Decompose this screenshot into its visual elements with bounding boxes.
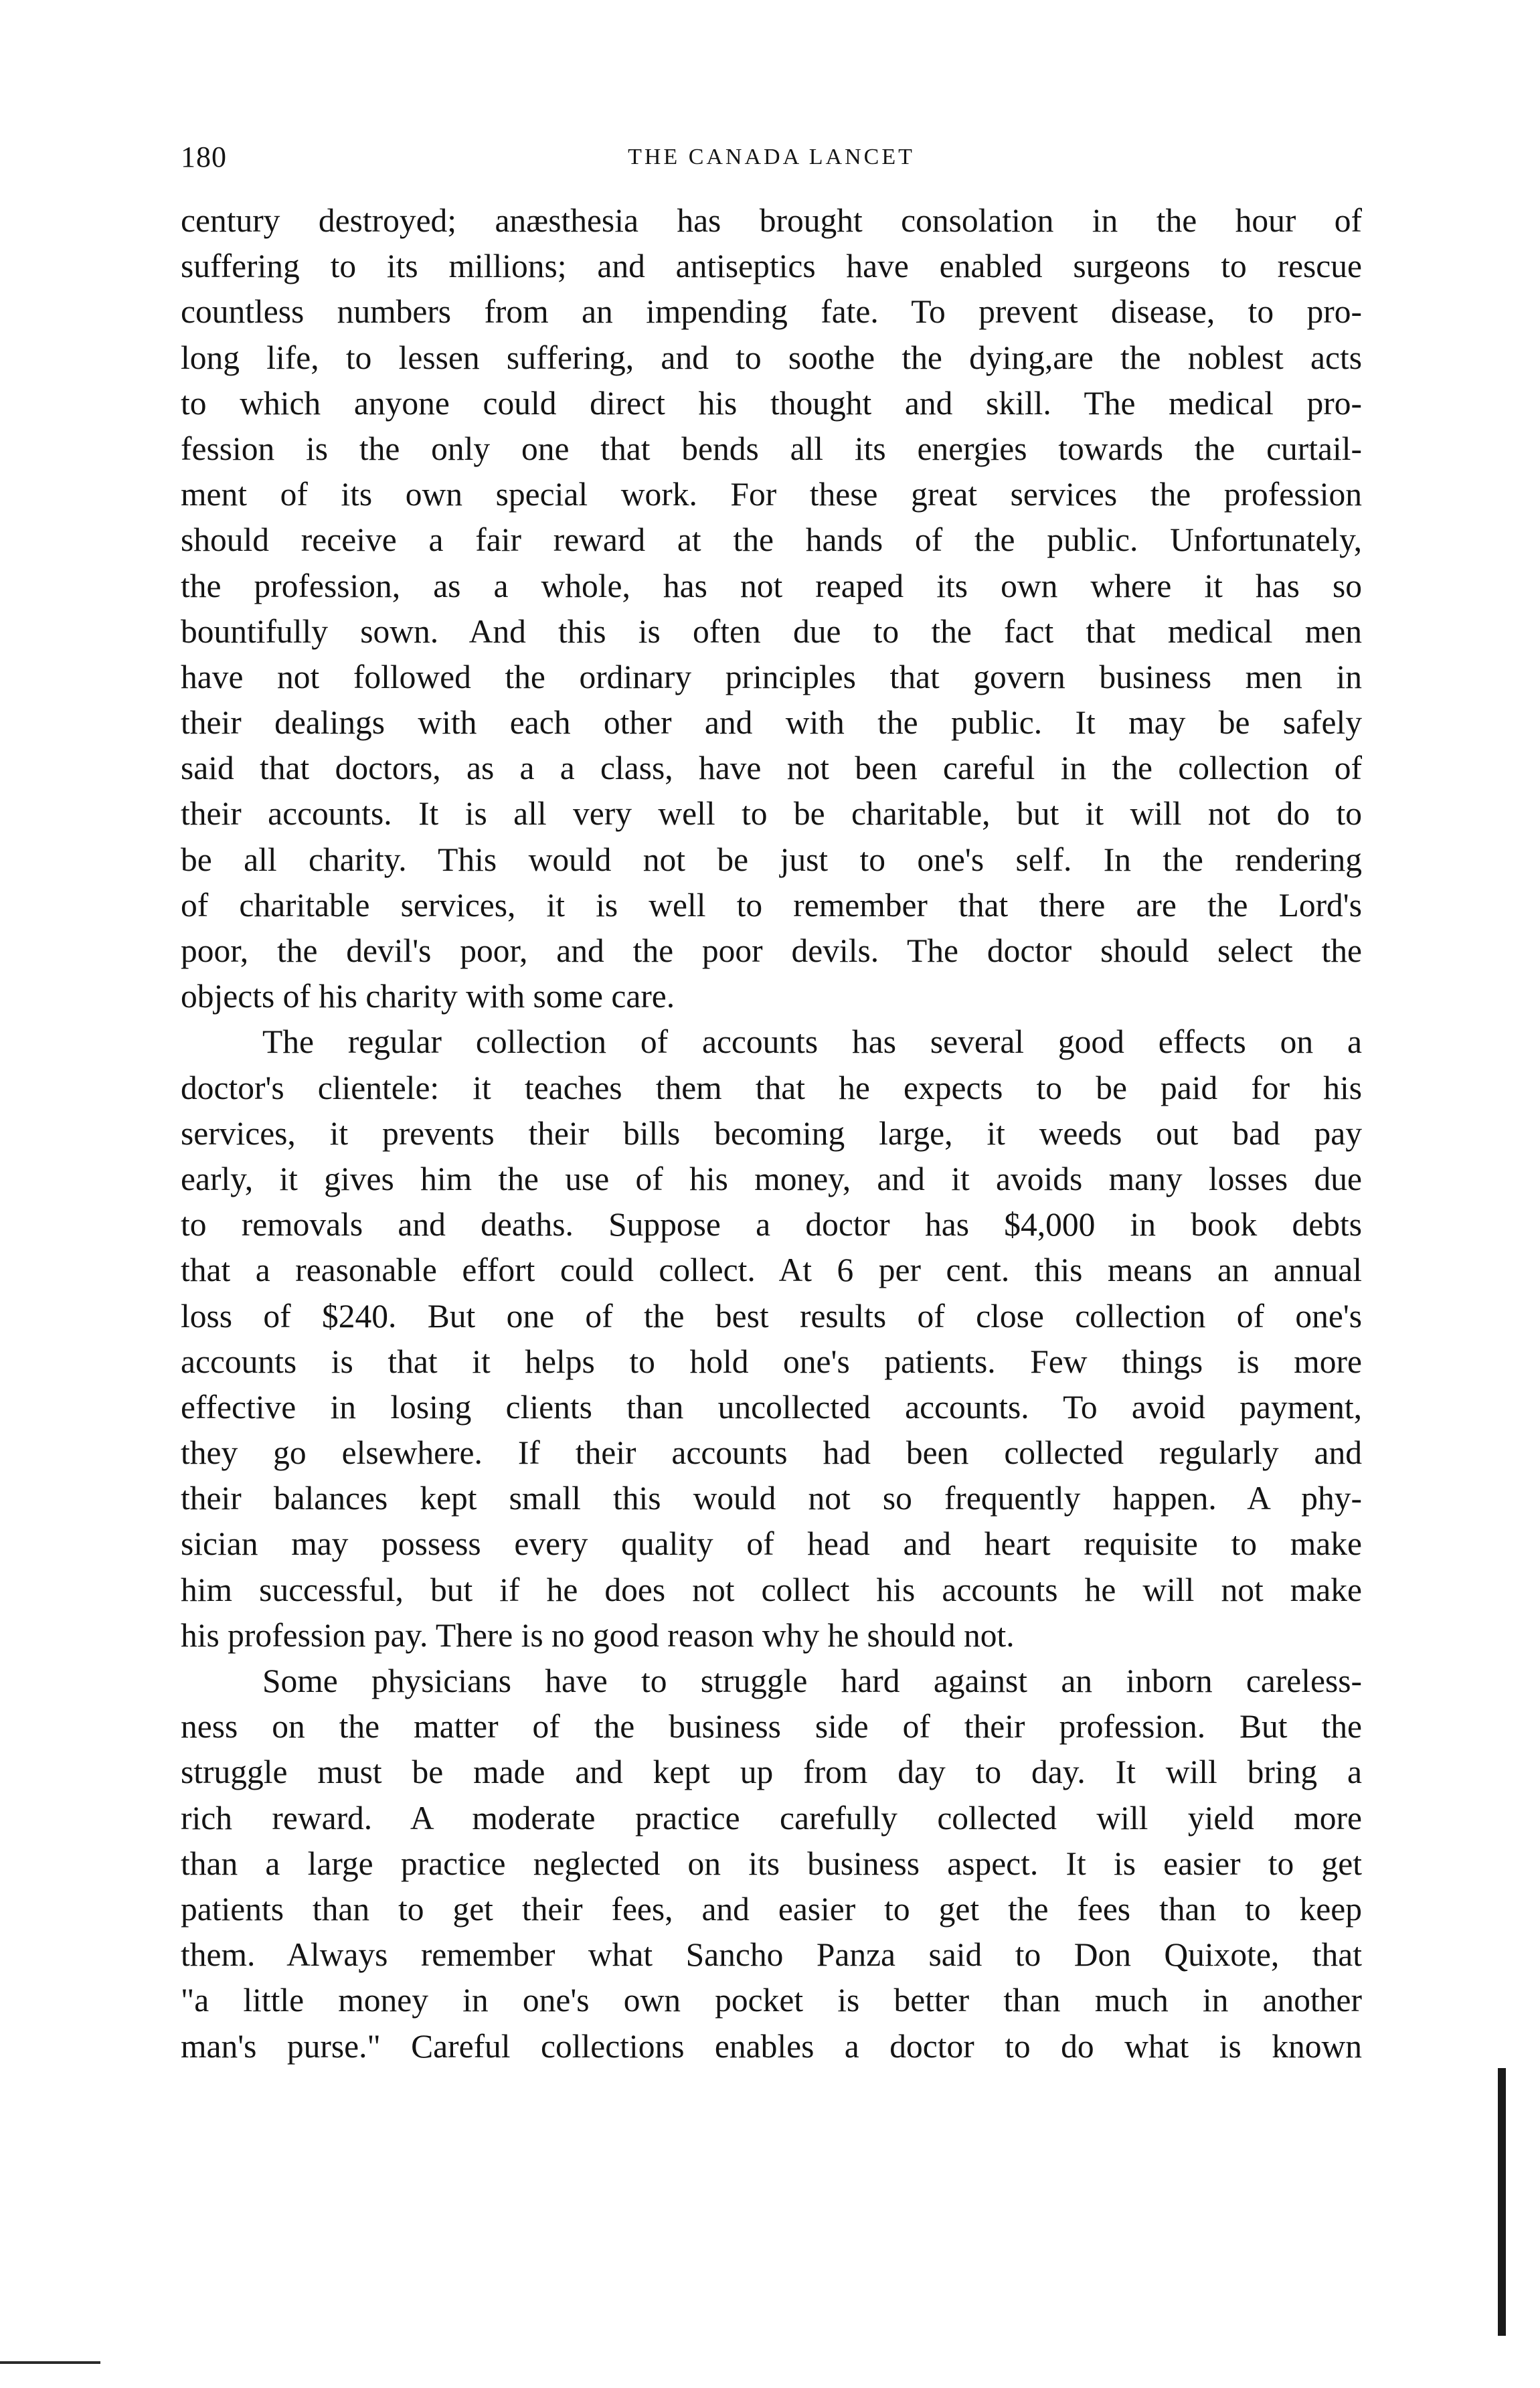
text-line: man's purse." Careful collections enables a doctor to do what is known <box>181 2027 1362 2065</box>
scan-edge-shadow <box>1498 2068 1506 2336</box>
text-line: The regular collection of accounts has several good effects on a <box>262 1023 1362 1061</box>
text-line: ment of its own special work. For these great services the profession <box>181 476 1362 513</box>
text-line: poor, the devil's poor, and the poor devils. The doctor should select the <box>181 932 1362 969</box>
running-title: THE CANADA LANCET <box>628 145 915 169</box>
text-line: than a large practice neglected on its business aspect. It is easier to get <box>181 1845 1362 1882</box>
text-line: struggle must be made and kept up from day to day. It will bring a <box>181 1754 1362 1791</box>
page-header <box>181 137 1362 177</box>
text-line: accounts is that it helps to hold one's patients. Few things is more <box>181 1343 1362 1380</box>
text-line: suffering to its millions; and antiseptics have enabled surgeons to rescue <box>181 248 1362 285</box>
text-line: fession is the only one that bends all its energies towards the curtail- <box>181 430 1362 467</box>
text-line: have not followed the ordinary principles that govern business men in <box>181 658 1362 695</box>
text-line: him successful, but if he does not collect his accounts he will not make <box>181 1571 1362 1608</box>
text-line: bountifully sown. And this is often due to the fact that medical men <box>181 612 1362 650</box>
text-line: rich reward. A moderate practice carefully collected will yield more <box>181 1799 1362 1837</box>
body-text <box>181 198 1362 2069</box>
text-line: be all charity. This would not be just to one's self. In the rendering <box>181 841 1362 878</box>
paragraph-3 <box>181 1658 1362 2069</box>
text-line: of charitable services, it is well to remember that there are the Lord's <box>181 886 1362 924</box>
text-line: their accounts. It is all very well to be charitable, but it will not do to <box>181 795 1362 833</box>
text-line: their dealings with each other and with the public. It may be safely <box>181 704 1362 742</box>
text-line: his profession pay. There is no good reason why he should not. <box>181 1616 1015 1654</box>
text-line: doctor's clientele: it teaches them that he expects to be paid for his <box>181 1069 1362 1106</box>
text-line: to removals and deaths. Suppose a doctor has $4,000 in book debts <box>181 1206 1362 1244</box>
text-line: century destroyed; anæsthesia has brought consolation in the hour of <box>181 202 1362 239</box>
text-line: them. Always remember what Sancho Panza said to Don Quixote, that <box>181 1936 1362 1974</box>
page-number: 180 <box>181 141 227 173</box>
text-line: ness on the matter of the business side of their profession. But the <box>181 1708 1362 1745</box>
text-line: their balances kept small this would not so frequently happen. A phy- <box>181 1480 1362 1517</box>
text-line: "a little money in one's own pocket is better than much in another <box>181 1982 1362 2019</box>
text-line: countless numbers from an impending fate. To prevent disease, to pro- <box>181 293 1362 331</box>
text-line: to which anyone could direct his thought and skill. The medical pro- <box>181 384 1362 422</box>
text-line: objects of his charity with some care. <box>181 978 675 1015</box>
text-line: patients than to get their fees, and easier to get the fees than to keep <box>181 1890 1362 1928</box>
text-line: the profession, as a whole, has not reaped its own where it has so <box>181 567 1362 604</box>
text-line: said that doctors, as a a class, have not been careful in the collection of <box>181 750 1362 787</box>
text-line: long life, to lessen suffering, and to soothe the dying,are the noblest acts <box>181 339 1362 376</box>
text-line: early, it gives him the use of his money, and it avoids many losses due <box>181 1160 1362 1197</box>
paragraph-1 <box>181 198 1362 1019</box>
text-line: they go elsewhere. If their accounts had been collected regularly and <box>181 1434 1362 1472</box>
text-line: Some physicians have to struggle hard against an inborn careless- <box>262 1662 1362 1699</box>
scan-bottom-rule <box>0 2361 100 2364</box>
text-line: effective in losing clients than uncollected accounts. To avoid payment, <box>181 1388 1362 1426</box>
text-line: that a reasonable effort could collect. At 6 per cent. this means an annual <box>181 1252 1362 1289</box>
paragraph-2 <box>181 1019 1362 1658</box>
text-line: loss of $240. But one of the best results of close collection of one's <box>181 1297 1362 1335</box>
text-line: services, it prevents their bills becoming large, it weeds out bad pay <box>181 1114 1362 1152</box>
text-line: should receive a fair reward at the hands of the public. Unfortunately, <box>181 521 1362 559</box>
text-line: sician may possess every quality of head and heart requisite to make <box>181 1525 1362 1563</box>
